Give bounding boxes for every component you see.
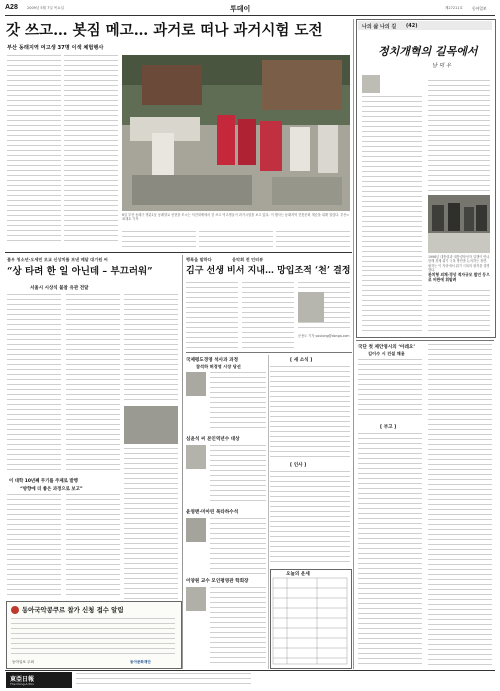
briefs-sub: 김이수 시 건설 채용: [368, 351, 405, 356]
people-tag: [ 인사 ]: [290, 463, 307, 468]
column-number: (42): [406, 22, 418, 29]
column-body-col4: [362, 270, 422, 333]
right-body-col2: [428, 344, 492, 667]
right-bottom-rule: [356, 340, 494, 341]
middle-tag2-label: 음악회 전 인터뷰: [232, 257, 264, 262]
news-tag: [ 새 소식 ]: [290, 358, 313, 363]
people-p1-body: [210, 372, 266, 432]
top-headline: 갓 쓰고… 봇짐 메고… 과거로 떠나 과거시험 도전: [6, 22, 323, 39]
column-tag-bar: [358, 21, 492, 30]
obit-list: [358, 433, 422, 667]
news-list: [270, 366, 350, 458]
section-title: 투데이: [230, 5, 251, 13]
footer-brand-block: [6, 672, 72, 688]
column-body-col3: [428, 290, 490, 333]
top-body-col1: [7, 55, 61, 241]
column-photo: [428, 195, 490, 253]
obit-tag: [ 부고 ]: [380, 425, 397, 430]
crossword-grid: [273, 578, 347, 664]
people-p1-sub: 참석하 허경영 시장 당선: [196, 364, 241, 369]
people-p2-body: [210, 445, 266, 505]
second-body-col3: [124, 294, 178, 404]
people-p1-photo: [186, 372, 206, 396]
people-p4-photo: [186, 587, 206, 611]
issue-number: 제27211호: [445, 6, 463, 10]
column-author-photo: [362, 75, 380, 93]
column-section-head: 관치형 외채·경상 적자규모 발언 등으로 비판에 휘말려: [428, 272, 490, 282]
second-headline: “상 타려 한 일 아닌데 – 부끄러워”: [7, 266, 153, 277]
second-photo: [124, 406, 178, 444]
top-body-col4: [199, 231, 273, 249]
column-photo-caption: 1998년 대통령과 대통령당선자 일행이 만나 함께 경제 위기 극복 방안을 논의하는 장면. 필자는 이 자리에서 위기 극복의 원칙을 설명했다.: [428, 255, 490, 273]
top-photo-caption: 6일 부산 동래구 명륜1동 동래향교 선현을 모시는 석전대제에서 갓 쓰고 여고생들이 과거시험을 보고 있다. 이 행사는 동래지역 전통문화 계승을 위해 열렸다. 부산=최재호 기자: [122, 213, 350, 222]
second-sub3: “방향에 더 좋은 과정으로 보고”: [20, 487, 83, 492]
col-sep-2: [268, 355, 269, 669]
page-header: [5, 4, 495, 14]
second-body-col6: [124, 448, 178, 599]
meeting-photo: [428, 195, 490, 253]
people-p3-title: 윤영맨·미아린 목타하수석: [186, 510, 239, 515]
ad-footer-brand: 동아문화재단: [130, 660, 151, 664]
middle-tag-label: 행복을 말하다: [186, 257, 212, 262]
footer-brand: 東亞日報: [10, 676, 35, 683]
second-body-col5: [66, 494, 120, 599]
col-sep-3: [353, 19, 354, 669]
ad-org: 동아일보 주최: [12, 660, 34, 664]
second-sub1: 서울시 시상식 불참 유관 전달: [30, 286, 89, 291]
middle-rule: [186, 352, 352, 353]
page-number: A28: [5, 4, 18, 11]
middle-body-col1: [186, 282, 238, 350]
ad-body: [11, 618, 175, 658]
column-tag: 나의 삶 나의 길: [362, 23, 397, 30]
crossword-title: 오늘의 운세: [286, 572, 310, 577]
middle-body-col2: [242, 282, 294, 350]
top-article-rule: [5, 252, 352, 253]
people-p3-body: [210, 518, 266, 574]
footer-rule: [5, 670, 495, 671]
middle-photo: [298, 292, 324, 322]
middle-byline: 문용도 기자 youtong@donga.com: [298, 334, 350, 338]
second-body-col1: [7, 294, 61, 474]
footer-info: [76, 673, 251, 688]
ad-logo-icon: [11, 606, 19, 614]
ad-title: 동아국악콩쿠르 참가 신청 접수 알림: [22, 606, 124, 614]
page-date: 2009년 5월 7일 목요일: [27, 6, 64, 10]
people-p2-title: 심윤석 씨 본인역년수 대상: [186, 437, 240, 442]
second-sub2: 이 대학 10년째 무기를 주제로 발행: [9, 479, 78, 484]
top-body-col5: [276, 231, 350, 249]
brand-name: 동아일보: [472, 6, 487, 11]
second-body-col4: [7, 494, 61, 599]
people-list: [270, 471, 350, 566]
people-p4-title: 이양원 교수 모인평영관 학회장: [186, 579, 249, 584]
middle-headline: 김구 선생 비서 지내… 망입조적 ‘천’ 결정: [186, 266, 351, 276]
people-p1-title: 국제평도경영 석사과 과정: [186, 358, 239, 363]
middle-tag: [186, 257, 348, 264]
top-subheadline: 부산 동래지역 여고생 37명 이색 체험행사: [7, 45, 104, 51]
briefs-title: 국단 첫 제안영시의 ‘아레오’: [358, 345, 416, 350]
top-photo: [122, 55, 350, 211]
top-body-col2: [64, 55, 118, 241]
header-rule: [5, 15, 495, 16]
people-p3-photo: [186, 518, 206, 542]
second-body-col2: [66, 294, 120, 474]
top-body-col3: [122, 231, 196, 249]
column-body-col1: [362, 96, 422, 268]
briefs-body-col1: [358, 359, 422, 419]
second-tag: 불우 청소년·오세민 모교 신상치를 보낸 메달 대기원 씨: [7, 257, 108, 262]
people-p4-body: [210, 587, 266, 667]
footer-brand-en: The Dong-A Ilbo: [10, 682, 34, 686]
col-sep-1: [182, 255, 183, 669]
column-author: 남 덕 우: [432, 63, 452, 69]
people-p2-photo: [186, 445, 206, 469]
ceremony-photo: [122, 55, 350, 211]
column-title: 정치개혁의 길목에서: [378, 45, 478, 58]
